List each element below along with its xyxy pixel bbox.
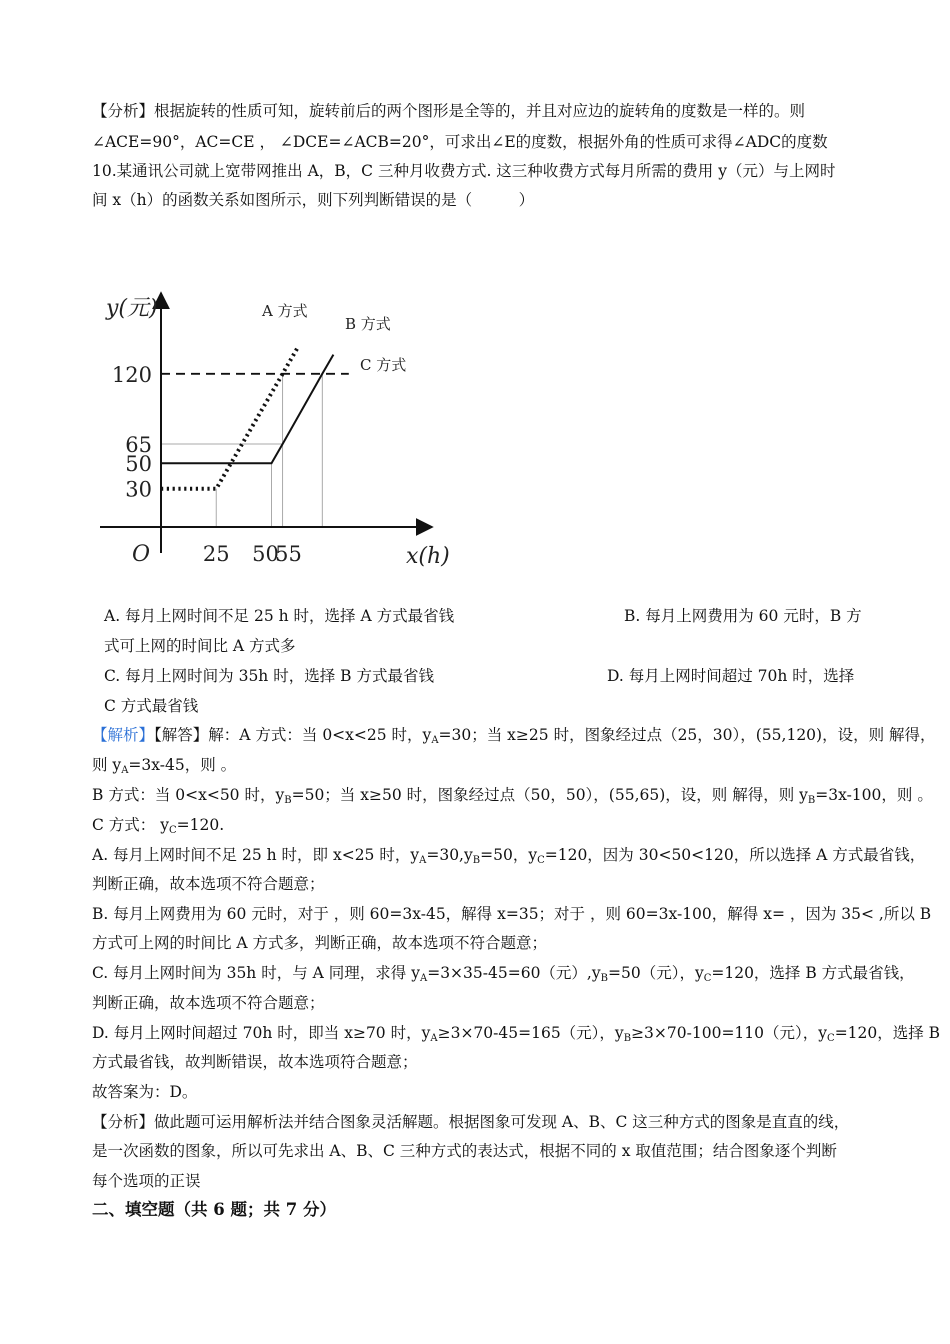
fee-chart [96,285,456,575]
y-tick-label-30: 30 [125,477,152,502]
solution-a-line-2: 判断正确，故本选项不符合题意； [92,875,325,893]
option-a: A. 每月上网时间不足 25 h 时，选择 A 方式最省钱 [104,607,455,625]
series-line-a [161,347,298,489]
origin-label: O [132,542,151,567]
prev-analysis-line-2: ∠ACE=90°，AC=CE ， ∠DCE=∠ACB=20°，可求出∠E的度数，根据外角的性质可求得∠ADC的度数 [92,133,828,151]
solution-line-3: B 方式：当 0<x<50 时，$y_B=50$；当 x≥50 时，图象经过点（50，50），(55,65)，设，则 解得，则 $y_B=3x-100$，则 。 [92,786,933,806]
solution-c-line-1: C. 每月上网时间为 35h 时，与 A 同理，求得 $y_A=3\times 35-45=60$（元）$,y_B=50$（元），$y_C=120$，选择 B 方式最省钱， [92,964,915,984]
series-labels [261,302,406,374]
option-d-part-1: D. 每月上网时间超过 70h 时，选择 [607,667,855,685]
y-tick-label-65: 65 [125,433,152,458]
y-tick-label-50: 50 [125,452,152,477]
series-line-b [161,355,333,464]
solution-line-1: 【解析】【解答】解：A 方式：当 0<x<25 时，$y_A=30$；当 x≥25 时，图象经过点（25，30），(55,120)，设，则 解得， [92,726,936,746]
x-tick-label-25: 25 [202,542,230,566]
series-label-a: A 方式 [262,302,308,320]
series-label-b: B 方式 [345,315,391,333]
tick-labels [112,363,302,566]
solution-b-line-2: 方式可上网的时间比 A 方式多，判断正确，故本选项不符合题意； [92,934,548,952]
x-tick-label-55: 55 [275,542,302,566]
solution-d-line-2: 方式最省钱，故判断错误，故本选项符合题意； [92,1053,418,1071]
option-c: C. 每月上网时间为 35h 时，选择 B 方式最省钱 [104,667,434,685]
solution-line-2: 则 $y_A=3x-45$，则 。 [92,756,237,776]
solution-line-4: C 方式： $y_C=120$. [92,816,225,836]
solution-d-line-1: D. 每月上网时间超过 70h 时，即当 x≥70 时，$y_A\ge 3\times 70-45=165$（元），$y_B\ge 3\times 70-100=110$（元），$y_C=120$，选择 B [92,1024,941,1044]
analysis-line-3: 每个选项的正误 [92,1172,201,1190]
x-axis-label: x(h) [406,544,450,569]
y-tick-label-120: 120 [111,362,152,387]
prev-analysis-line-1: 【分析】根据旋转的性质可知，旋转前后的两个图形是全等的，并且对应边的旋转角的度数是一样的。则 [92,102,806,120]
question-line-2: 间 x（h）的函数关系如图所示，则下列判断错误的是（ ） [92,191,535,209]
section-title: 二、填空题（共 6 题；共 7 分） [92,1200,336,1219]
question-line-1: 10.某通讯公司就上宽带网推出 A，B，C 三种月收费方式. 这三种收费方式每月所需的费用 y（元）与上网时 [92,162,836,180]
option-b-part-1: B. 每月上网费用为 60 元时，B 方 [624,607,862,625]
analysis-line-1: 【分析】做此题可运用解析法并结合图象灵活解题。根据图象可发现 A、B、C 这三种方式的图象是直直的线， [92,1113,850,1131]
option-b-part-2: 式可上网的时间比 A 方式多 [104,637,296,655]
guide-lines [161,374,322,527]
y-axis-label: y(元) [106,296,158,321]
series-label-c: C 方式 [360,356,407,374]
x-tick-label-50: 50 [252,542,279,566]
series-layer [161,347,349,489]
analysis-line-2: 是一次函数的图象，所以可先求出 A、B、C 三种方式的表达式，根据不同的 x 取值范围；结合图象逐个判断 [92,1142,837,1160]
solution-c-line-2: 判断正确，故本选项不符合题意； [92,994,325,1012]
answer-line: 故答案为：D。 [92,1083,198,1101]
solution-a-line-1: A. 每月上网时间不足 25 h 时，即 x<25 时，$y_A=30,y_B=50$，$y_C=120$，因为 30<50<120，所以选择 A 方式最省钱， [92,846,926,866]
solution-b-line-1: B. 每月上网费用为 60 元时，对于 ，则 60=3x-45，解得 x=35；对于 ，则 60=3x-100，解得 x= ，因为 35< ,所以 B [92,905,932,923]
option-d-part-2: C 方式最省钱 [104,697,199,715]
solution-tag: 【解析】 [92,726,155,744]
